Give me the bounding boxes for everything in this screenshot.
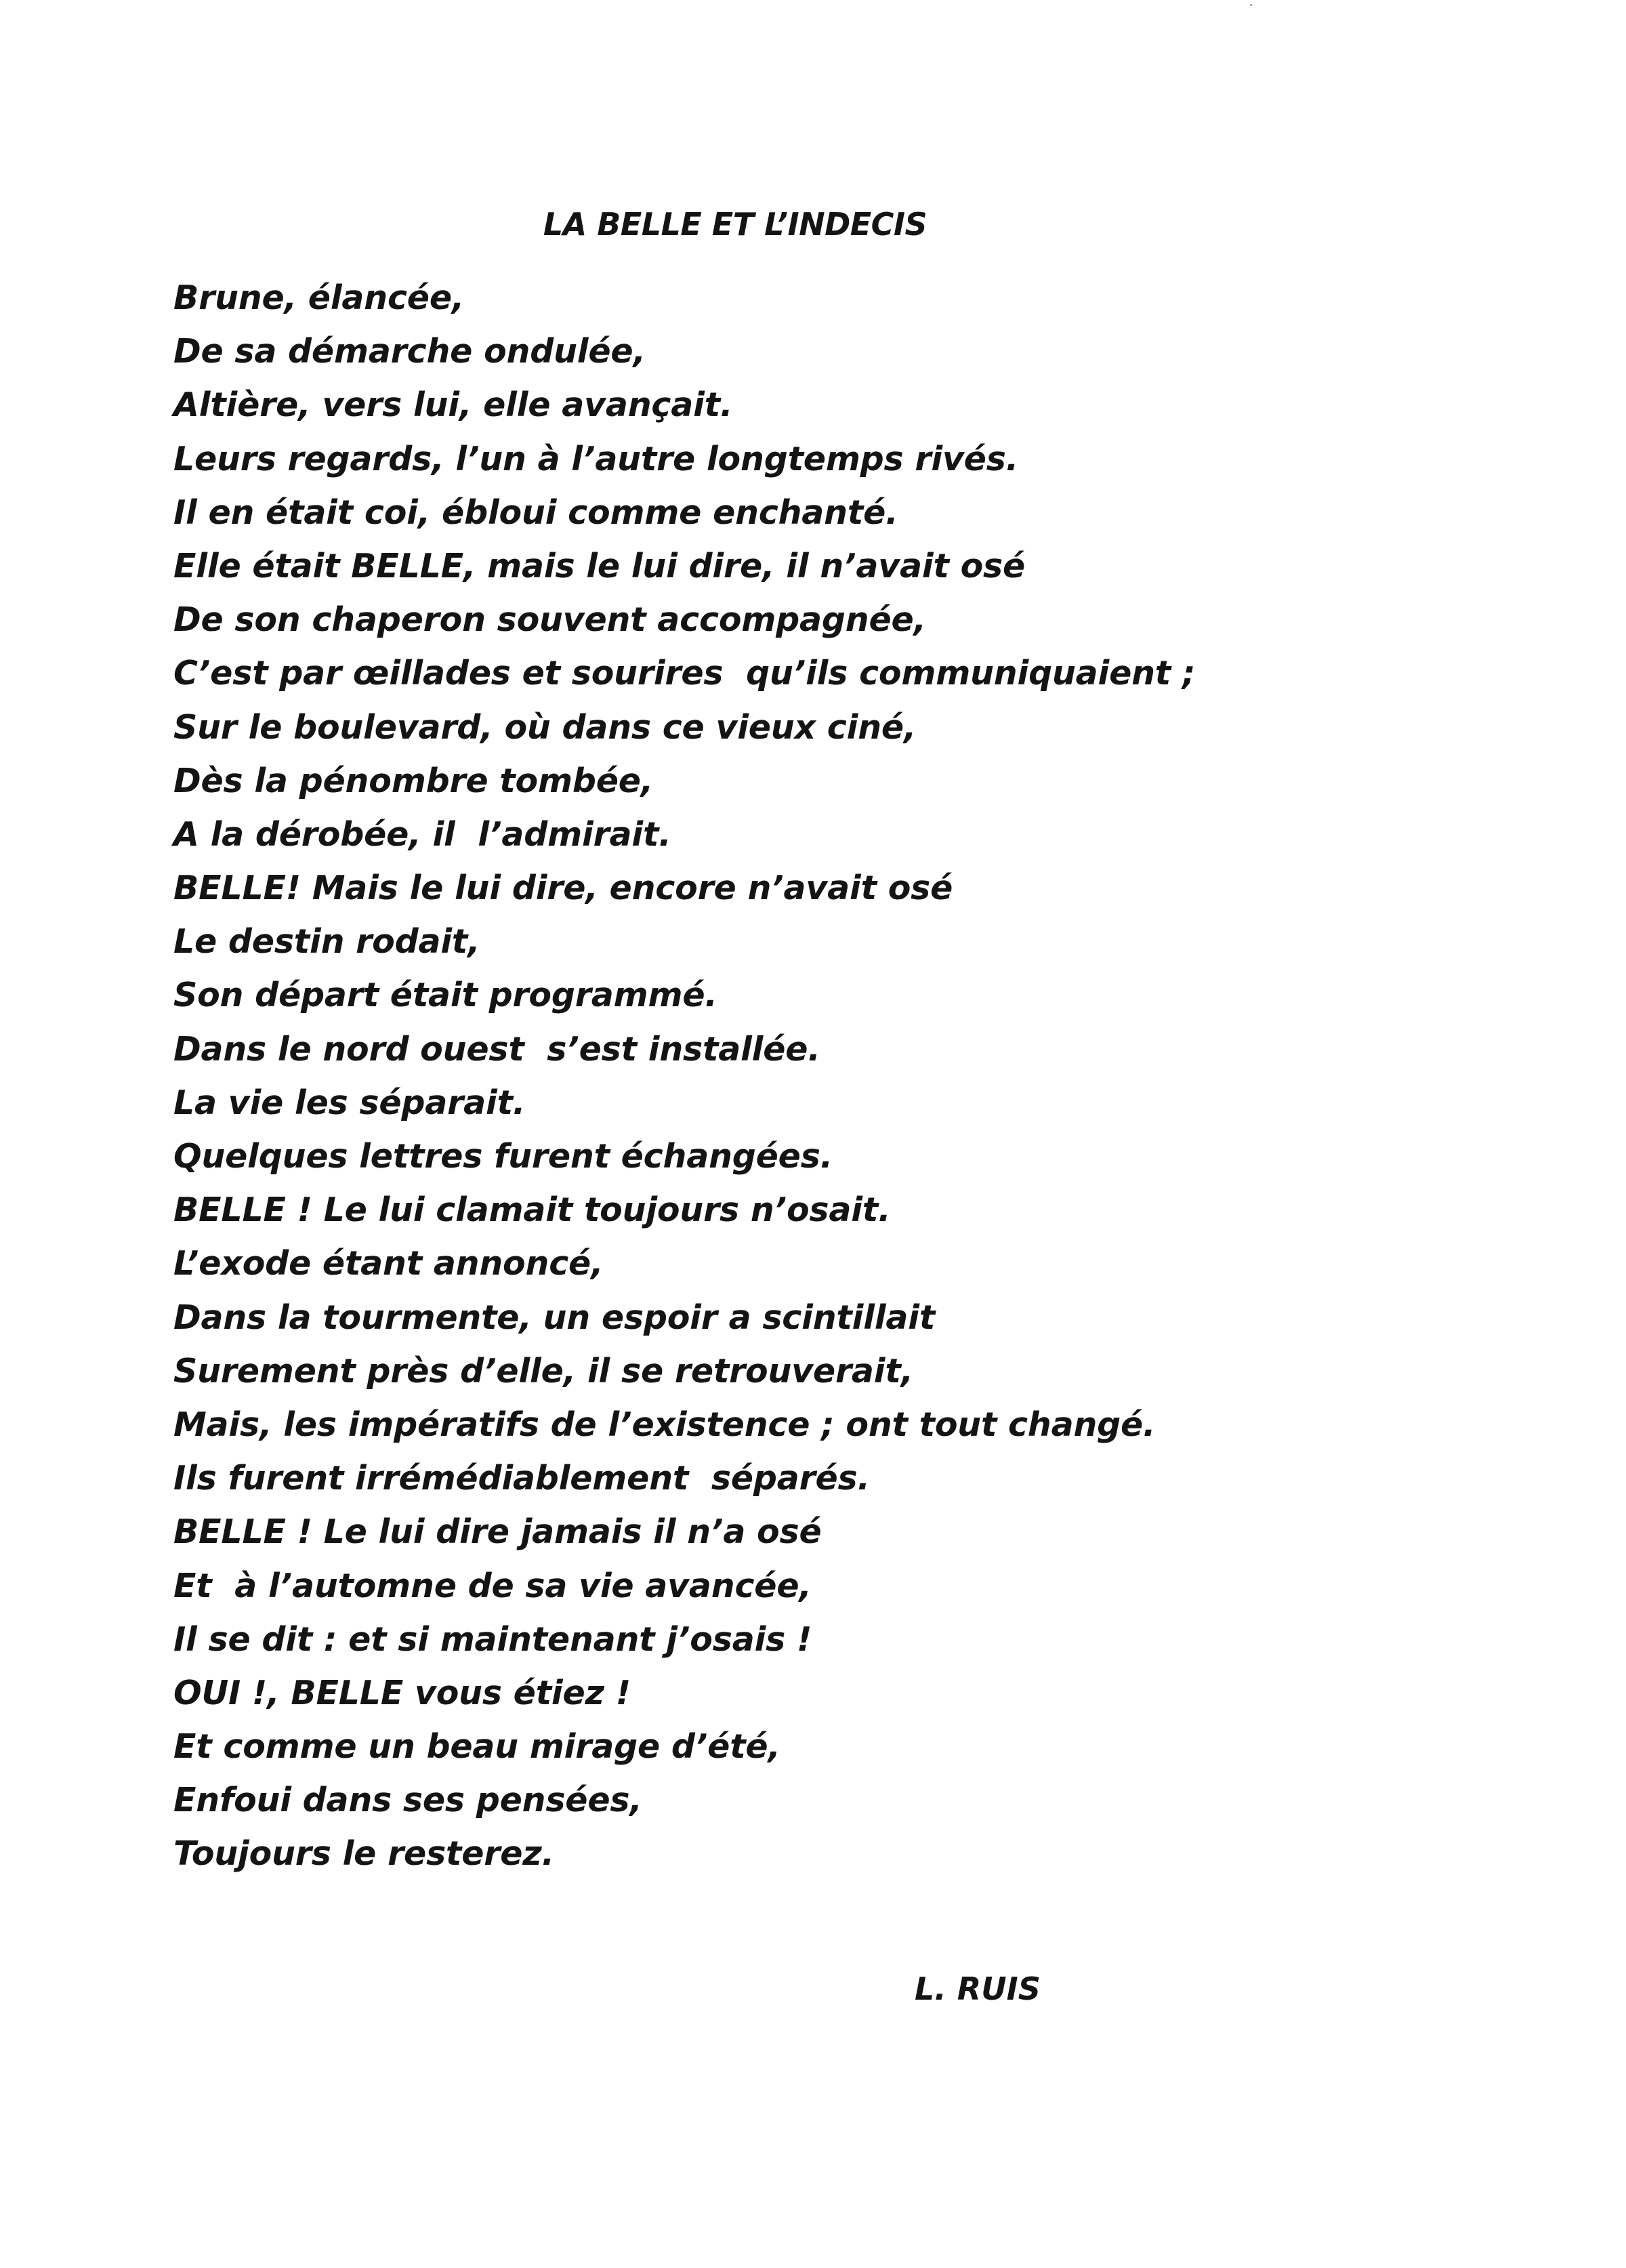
author-signature: L. RUIS (915, 1971, 1041, 2007)
verse-line: Quelques lettres furent échangées. (173, 1137, 833, 1176)
verse-line: BELLE ! Le lui clamait toujours n’osait. (173, 1191, 891, 1230)
verse-line: BELLE ! Le lui dire jamais il n’a osé (173, 1512, 822, 1552)
scan-speck (1250, 4, 1252, 6)
verse-line: Leurs regards, l’un à l’autre longtemps rivés. (173, 439, 1019, 478)
verse-line: BELLE! Mais le lui dire, encore n’avait osé (173, 869, 953, 908)
verse-line: OUI !, BELLE vous étiez ! (173, 1673, 631, 1712)
poem-body (173, 271, 1195, 1881)
verse-line: Dans la tourmente, un espoir a scintillait (173, 1298, 936, 1337)
verse-line: Dans le nord ouest s’est installée. (173, 1029, 820, 1069)
verse-line: Et comme un beau mirage d’été, (173, 1727, 780, 1767)
poem-title: LA BELLE ET L’INDECIS (543, 205, 927, 243)
verse-line: Il en était coi, ébloui comme enchanté. (173, 493, 898, 532)
verse-line: Surement près d’elle, il se retrouverait, (173, 1351, 914, 1390)
verse-line: La vie les séparait. (173, 1083, 526, 1122)
verse-line: C’est par œillades et sourires qu’ils communiquaient ; (173, 654, 1196, 693)
verse-line: Elle était BELLE, mais le lui dire, il n’avait osé (173, 546, 1026, 585)
verse-line: Dès la pénombre tombée, (173, 761, 654, 800)
verse-line: Toujours le resterez. (173, 1834, 555, 1874)
verse-line: Le destin rodait, (173, 922, 480, 962)
verse-line: L’exode étant annoncé, (173, 1244, 604, 1283)
verse-line: Enfoui dans ses pensées, (173, 1781, 642, 1820)
verse-line: Et à l’automne de sa vie avancée, (173, 1566, 812, 1605)
verse-line: Brune, élancée, (173, 279, 465, 317)
verse-line: Altière, vers lui, elle avançait. (173, 386, 733, 425)
verse-line: Son départ était programmé. (173, 976, 717, 1015)
verse-line: De son chaperon souvent accompagnée, (173, 600, 926, 640)
verse-line: Il se dit : et si maintenant j’osais ! (173, 1620, 812, 1659)
verse-line: Sur le boulevard, où dans ce vieux ciné, (173, 707, 917, 747)
verse-line: De sa démarche ondulée, (173, 332, 646, 371)
verse-line: A la dérobée, il l’admirait. (173, 815, 671, 854)
verse-line: Mais, les impératifs de l’existence ; ont tout changé. (173, 1405, 1156, 1444)
verse-line: Ils furent irrémédiablement séparés. (173, 1459, 870, 1498)
